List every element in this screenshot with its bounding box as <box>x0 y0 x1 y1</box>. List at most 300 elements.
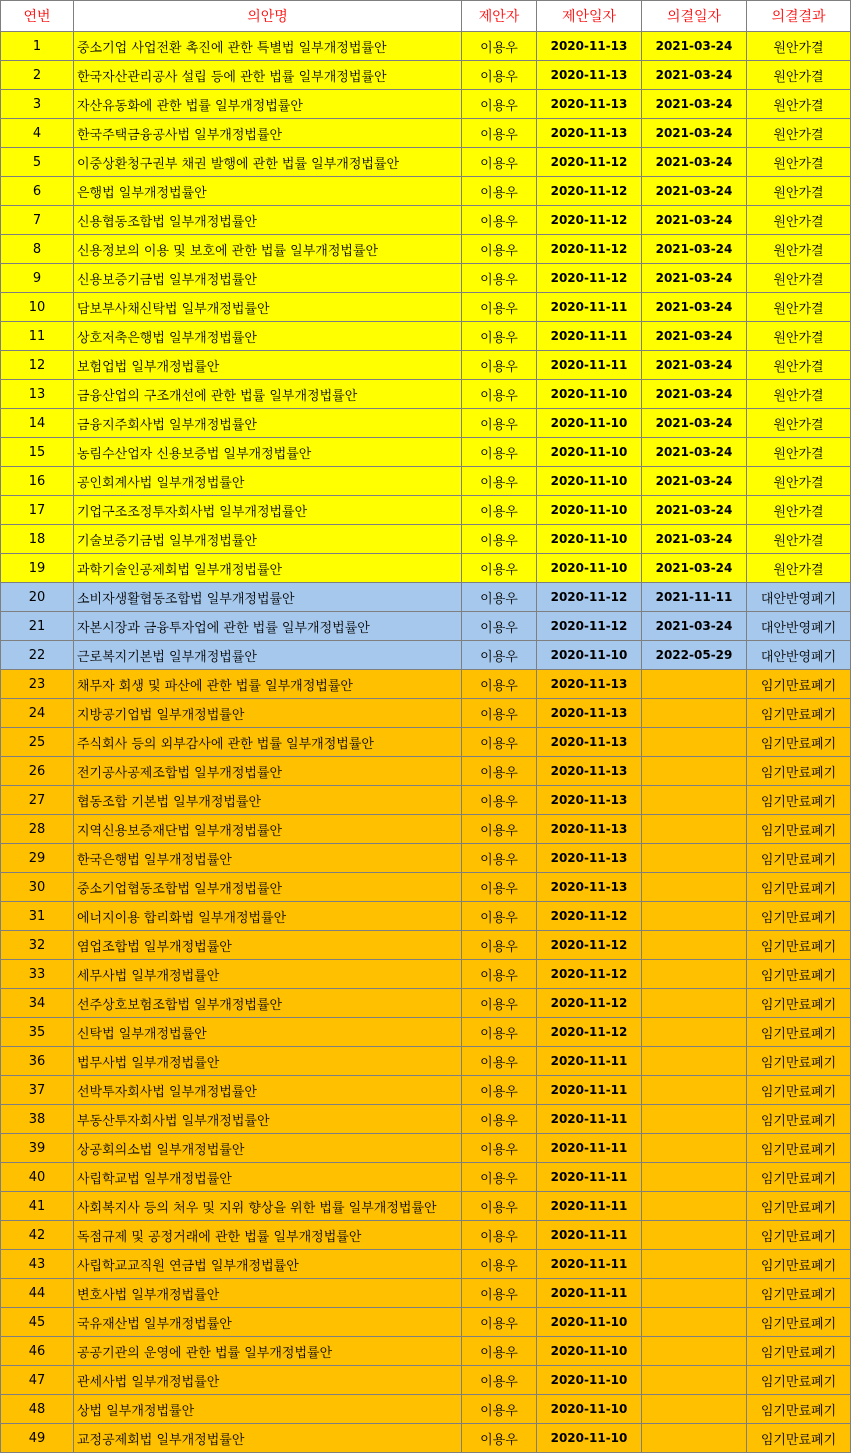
table-row <box>1 1250 851 1279</box>
decided-date-cell: 2021-03-24 <box>642 467 747 496</box>
result-cell: 임기만료폐기 <box>747 1018 851 1047</box>
row-number-cell: 37 <box>1 1076 74 1105</box>
proposer-cell: 이용우 <box>462 90 537 119</box>
row-number-cell: 1 <box>1 32 74 61</box>
proposer-cell: 이용우 <box>462 380 537 409</box>
header-proposer: 제안자 <box>462 1 537 32</box>
decided-date-cell: 2021-11-11 <box>642 583 747 612</box>
table-row <box>1 1134 851 1163</box>
bill-title-cell: 상공회의소법 일부개정법률안 <box>74 1134 462 1163</box>
table-row <box>1 1279 851 1308</box>
bill-title-cell: 기술보증기금법 일부개정법률안 <box>74 525 462 554</box>
bill-title-cell: 금융지주회사법 일부개정법률안 <box>74 409 462 438</box>
proposed-date-cell: 2020-11-13 <box>537 757 642 786</box>
proposer-cell: 이용우 <box>462 844 537 873</box>
row-number-cell: 28 <box>1 815 74 844</box>
table-row <box>1 873 851 902</box>
row-number-cell: 5 <box>1 148 74 177</box>
row-number-cell: 4 <box>1 119 74 148</box>
row-number-cell: 18 <box>1 525 74 554</box>
proposer-cell: 이용우 <box>462 1076 537 1105</box>
result-cell: 임기만료폐기 <box>747 1221 851 1250</box>
proposed-date-cell: 2020-11-11 <box>537 1250 642 1279</box>
decided-date-cell: 2021-03-24 <box>642 148 747 177</box>
row-number-cell: 8 <box>1 235 74 264</box>
table-row <box>1 815 851 844</box>
table-row <box>1 119 851 148</box>
decided-date-cell: 2021-03-24 <box>642 264 747 293</box>
row-number-cell: 9 <box>1 264 74 293</box>
bill-title-cell: 지역신용보증재단법 일부개정법률안 <box>74 815 462 844</box>
bill-title-cell: 신용정보의 이용 및 보호에 관한 법률 일부개정법률안 <box>74 235 462 264</box>
table-row <box>1 1424 851 1453</box>
proposed-date-cell: 2020-11-11 <box>537 1163 642 1192</box>
decided-date-cell: 2021-03-24 <box>642 206 747 235</box>
bill-title-cell: 근로복지기본법 일부개정법률안 <box>74 641 462 670</box>
decided-date-cell <box>642 815 747 844</box>
proposer-cell: 이용우 <box>462 786 537 815</box>
decided-date-cell <box>642 670 747 699</box>
row-number-cell: 43 <box>1 1250 74 1279</box>
proposer-cell: 이용우 <box>462 989 537 1018</box>
decided-date-cell <box>642 1105 747 1134</box>
decided-date-cell <box>642 1163 747 1192</box>
result-cell: 임기만료폐기 <box>747 728 851 757</box>
bill-title-cell: 변호사법 일부개정법률안 <box>74 1279 462 1308</box>
table-row <box>1 467 851 496</box>
bill-title-cell: 한국주택금융공사법 일부개정법률안 <box>74 119 462 148</box>
table-row <box>1 1192 851 1221</box>
proposer-cell: 이용우 <box>462 438 537 467</box>
table-row <box>1 786 851 815</box>
table-row <box>1 1366 851 1395</box>
table-row <box>1 206 851 235</box>
proposer-cell: 이용우 <box>462 1337 537 1366</box>
proposed-date-cell: 2020-11-10 <box>537 1308 642 1337</box>
proposed-date-cell: 2020-11-12 <box>537 1018 642 1047</box>
proposer-cell: 이용우 <box>462 322 537 351</box>
proposer-cell: 이용우 <box>462 148 537 177</box>
table-row <box>1 496 851 525</box>
header-title: 의안명 <box>74 1 462 32</box>
result-cell: 대안반영폐기 <box>747 641 851 670</box>
row-number-cell: 46 <box>1 1337 74 1366</box>
row-number-cell: 32 <box>1 931 74 960</box>
decided-date-cell <box>642 960 747 989</box>
bill-title-cell: 선박투자회사법 일부개정법률안 <box>74 1076 462 1105</box>
row-number-cell: 19 <box>1 554 74 583</box>
bill-title-cell: 상호저축은행법 일부개정법률안 <box>74 322 462 351</box>
result-cell: 원안가결 <box>747 177 851 206</box>
result-cell: 원안가결 <box>747 119 851 148</box>
proposed-date-cell: 2020-11-10 <box>537 496 642 525</box>
table-row <box>1 177 851 206</box>
decided-date-cell: 2021-03-24 <box>642 32 747 61</box>
bill-title-cell: 독점규제 및 공정거래에 관한 법률 일부개정법률안 <box>74 1221 462 1250</box>
bill-title-cell: 사립학교교직원 연금법 일부개정법률안 <box>74 1250 462 1279</box>
result-cell: 임기만료폐기 <box>747 1192 851 1221</box>
row-number-cell: 15 <box>1 438 74 467</box>
row-number-cell: 49 <box>1 1424 74 1453</box>
proposed-date-cell: 2020-11-11 <box>537 1279 642 1308</box>
table-row <box>1 1395 851 1424</box>
decided-date-cell: 2021-03-24 <box>642 612 747 641</box>
result-cell: 임기만료폐기 <box>747 1134 851 1163</box>
proposed-date-cell: 2020-11-13 <box>537 119 642 148</box>
result-cell: 임기만료폐기 <box>747 1337 851 1366</box>
decided-date-cell <box>642 844 747 873</box>
result-cell: 대안반영폐기 <box>747 612 851 641</box>
proposed-date-cell: 2020-11-12 <box>537 264 642 293</box>
table-row <box>1 960 851 989</box>
proposed-date-cell: 2020-11-11 <box>537 293 642 322</box>
proposed-date-cell: 2020-11-12 <box>537 989 642 1018</box>
table-row <box>1 583 851 612</box>
proposer-cell: 이용우 <box>462 177 537 206</box>
row-number-cell: 44 <box>1 1279 74 1308</box>
decided-date-cell <box>642 1337 747 1366</box>
row-number-cell: 11 <box>1 322 74 351</box>
proposed-date-cell: 2020-11-13 <box>537 670 642 699</box>
result-cell: 임기만료폐기 <box>747 670 851 699</box>
result-cell: 임기만료폐기 <box>747 1366 851 1395</box>
proposed-date-cell: 2020-11-10 <box>537 438 642 467</box>
result-cell: 임기만료폐기 <box>747 1076 851 1105</box>
result-cell: 원안가결 <box>747 409 851 438</box>
proposer-cell: 이용우 <box>462 1134 537 1163</box>
result-cell: 임기만료폐기 <box>747 902 851 931</box>
decided-date-cell: 2021-03-24 <box>642 235 747 264</box>
row-number-cell: 27 <box>1 786 74 815</box>
proposed-date-cell: 2020-11-13 <box>537 728 642 757</box>
proposer-cell: 이용우 <box>462 61 537 90</box>
row-number-cell: 30 <box>1 873 74 902</box>
proposer-cell: 이용우 <box>462 1424 537 1453</box>
result-cell: 원안가결 <box>747 264 851 293</box>
proposer-cell: 이용우 <box>462 757 537 786</box>
decided-date-cell <box>642 1308 747 1337</box>
table-row <box>1 902 851 931</box>
row-number-cell: 16 <box>1 467 74 496</box>
table-row <box>1 525 851 554</box>
result-cell: 임기만료폐기 <box>747 960 851 989</box>
table-row <box>1 409 851 438</box>
decided-date-cell: 2021-03-24 <box>642 496 747 525</box>
decided-date-cell <box>642 902 747 931</box>
proposer-cell: 이용우 <box>462 1366 537 1395</box>
table-row <box>1 1105 851 1134</box>
proposer-cell: 이용우 <box>462 902 537 931</box>
proposer-cell: 이용우 <box>462 699 537 728</box>
proposer-cell: 이용우 <box>462 815 537 844</box>
decided-date-cell: 2021-03-24 <box>642 293 747 322</box>
proposed-date-cell: 2020-11-10 <box>537 1366 642 1395</box>
proposer-cell: 이용우 <box>462 496 537 525</box>
proposer-cell: 이용우 <box>462 1221 537 1250</box>
proposed-date-cell: 2020-11-11 <box>537 1192 642 1221</box>
proposed-date-cell: 2020-11-12 <box>537 931 642 960</box>
table-row <box>1 1047 851 1076</box>
row-number-cell: 20 <box>1 583 74 612</box>
row-number-cell: 3 <box>1 90 74 119</box>
proposer-cell: 이용우 <box>462 409 537 438</box>
result-cell: 원안가결 <box>747 554 851 583</box>
result-cell: 임기만료폐기 <box>747 1250 851 1279</box>
proposed-date-cell: 2020-11-11 <box>537 1047 642 1076</box>
bill-title-cell: 신탁법 일부개정법률안 <box>74 1018 462 1047</box>
decided-date-cell <box>642 1395 747 1424</box>
proposer-cell: 이용우 <box>462 119 537 148</box>
decided-date-cell <box>642 728 747 757</box>
bill-title-cell: 한국자산관리공사 설립 등에 관한 법률 일부개정법률안 <box>74 61 462 90</box>
proposed-date-cell: 2020-11-12 <box>537 235 642 264</box>
table-row <box>1 1076 851 1105</box>
result-cell: 임기만료폐기 <box>747 844 851 873</box>
table-row <box>1 1337 851 1366</box>
table-row <box>1 351 851 380</box>
bill-title-cell: 채무자 회생 및 파산에 관한 법률 일부개정법률안 <box>74 670 462 699</box>
row-number-cell: 39 <box>1 1134 74 1163</box>
proposed-date-cell: 2020-11-12 <box>537 902 642 931</box>
result-cell: 원안가결 <box>747 438 851 467</box>
decided-date-cell <box>642 1366 747 1395</box>
decided-date-cell: 2022-05-29 <box>642 641 747 670</box>
row-number-cell: 26 <box>1 757 74 786</box>
proposer-cell: 이용우 <box>462 206 537 235</box>
bill-title-cell: 에너지이용 합리화법 일부개정법률안 <box>74 902 462 931</box>
result-cell: 임기만료폐기 <box>747 873 851 902</box>
decided-date-cell <box>642 1047 747 1076</box>
result-cell: 임기만료폐기 <box>747 931 851 960</box>
bill-title-cell: 지방공기업법 일부개정법률안 <box>74 699 462 728</box>
proposed-date-cell: 2020-11-13 <box>537 61 642 90</box>
proposed-date-cell: 2020-11-13 <box>537 32 642 61</box>
table-row <box>1 322 851 351</box>
proposed-date-cell: 2020-11-12 <box>537 612 642 641</box>
result-cell: 원안가결 <box>747 293 851 322</box>
table-row <box>1 844 851 873</box>
row-number-cell: 33 <box>1 960 74 989</box>
table-row <box>1 757 851 786</box>
result-cell: 임기만료폐기 <box>747 1308 851 1337</box>
result-cell: 원안가결 <box>747 206 851 235</box>
result-cell: 임기만료폐기 <box>747 1279 851 1308</box>
decided-date-cell <box>642 757 747 786</box>
row-number-cell: 29 <box>1 844 74 873</box>
header-result: 의결결과 <box>747 1 851 32</box>
bill-title-cell: 부동산투자회사법 일부개정법률안 <box>74 1105 462 1134</box>
bill-title-cell: 소비자생활협동조합법 일부개정법률안 <box>74 583 462 612</box>
row-number-cell: 22 <box>1 641 74 670</box>
row-number-cell: 23 <box>1 670 74 699</box>
table-row <box>1 931 851 960</box>
bill-title-cell: 기업구조조정투자회사법 일부개정법률안 <box>74 496 462 525</box>
row-number-cell: 24 <box>1 699 74 728</box>
header-proposed-date: 제안일자 <box>537 1 642 32</box>
bill-title-cell: 교정공제회법 일부개정법률안 <box>74 1424 462 1453</box>
decided-date-cell: 2021-03-24 <box>642 90 747 119</box>
bill-title-cell: 이중상환청구권부 채권 발행에 관한 법률 일부개정법률안 <box>74 148 462 177</box>
table-row <box>1 1221 851 1250</box>
proposer-cell: 이용우 <box>462 264 537 293</box>
decided-date-cell: 2021-03-24 <box>642 61 747 90</box>
result-cell: 임기만료폐기 <box>747 815 851 844</box>
table-row <box>1 264 851 293</box>
row-number-cell: 45 <box>1 1308 74 1337</box>
bill-title-cell: 중소기업 사업전환 촉진에 관한 특별법 일부개정법률안 <box>74 32 462 61</box>
table-row <box>1 670 851 699</box>
decided-date-cell: 2021-03-24 <box>642 322 747 351</box>
table-row <box>1 32 851 61</box>
row-number-cell: 38 <box>1 1105 74 1134</box>
bill-title-cell: 금융산업의 구조개선에 관한 법률 일부개정법률안 <box>74 380 462 409</box>
decided-date-cell: 2021-03-24 <box>642 177 747 206</box>
proposer-cell: 이용우 <box>462 612 537 641</box>
table-header <box>1 1 851 32</box>
table-row <box>1 438 851 467</box>
row-number-cell: 17 <box>1 496 74 525</box>
proposer-cell: 이용우 <box>462 641 537 670</box>
row-number-cell: 6 <box>1 177 74 206</box>
proposer-cell: 이용우 <box>462 583 537 612</box>
bill-title-cell: 사회복지사 등의 처우 및 지위 향상을 위한 법률 일부개정법률안 <box>74 1192 462 1221</box>
result-cell: 원안가결 <box>747 61 851 90</box>
row-number-cell: 7 <box>1 206 74 235</box>
decided-date-cell: 2021-03-24 <box>642 119 747 148</box>
proposed-date-cell: 2020-11-10 <box>537 554 642 583</box>
result-cell: 원안가결 <box>747 322 851 351</box>
table-row <box>1 148 851 177</box>
table-row <box>1 989 851 1018</box>
decided-date-cell <box>642 1134 747 1163</box>
table-row <box>1 554 851 583</box>
bill-title-cell: 담보부사채신탁법 일부개정법률안 <box>74 293 462 322</box>
decided-date-cell <box>642 989 747 1018</box>
result-cell: 원안가결 <box>747 235 851 264</box>
table-row <box>1 1018 851 1047</box>
proposed-date-cell: 2020-11-13 <box>537 699 642 728</box>
proposed-date-cell: 2020-11-13 <box>537 873 642 902</box>
row-number-cell: 21 <box>1 612 74 641</box>
table-row <box>1 61 851 90</box>
decided-date-cell <box>642 1018 747 1047</box>
bill-title-cell: 보험업법 일부개정법률안 <box>74 351 462 380</box>
proposed-date-cell: 2020-11-11 <box>537 322 642 351</box>
table-row <box>1 90 851 119</box>
table-row <box>1 641 851 670</box>
table-row <box>1 293 851 322</box>
table-row <box>1 612 851 641</box>
bill-title-cell: 자산유동화에 관한 법률 일부개정법률안 <box>74 90 462 119</box>
row-number-cell: 41 <box>1 1192 74 1221</box>
result-cell: 원안가결 <box>747 380 851 409</box>
proposer-cell: 이용우 <box>462 1192 537 1221</box>
proposed-date-cell: 2020-11-11 <box>537 351 642 380</box>
proposer-cell: 이용우 <box>462 1105 537 1134</box>
row-number-cell: 14 <box>1 409 74 438</box>
proposed-date-cell: 2020-11-11 <box>537 1221 642 1250</box>
result-cell: 원안가결 <box>747 496 851 525</box>
table-row <box>1 728 851 757</box>
decided-date-cell: 2021-03-24 <box>642 525 747 554</box>
header-row <box>1 1 851 32</box>
proposer-cell: 이용우 <box>462 1250 537 1279</box>
row-number-cell: 40 <box>1 1163 74 1192</box>
bill-title-cell: 주식회사 등의 외부감사에 관한 법률 일부개정법률안 <box>74 728 462 757</box>
proposed-date-cell: 2020-11-13 <box>537 815 642 844</box>
bill-title-cell: 사립학교법 일부개정법률안 <box>74 1163 462 1192</box>
table-row <box>1 380 851 409</box>
proposed-date-cell: 2020-11-11 <box>537 1076 642 1105</box>
result-cell: 임기만료폐기 <box>747 1163 851 1192</box>
proposer-cell: 이용우 <box>462 1047 537 1076</box>
result-cell: 임기만료폐기 <box>747 989 851 1018</box>
proposed-date-cell: 2020-11-10 <box>537 525 642 554</box>
proposer-cell: 이용우 <box>462 728 537 757</box>
bill-title-cell: 자본시장과 금융투자업에 관한 법률 일부개정법률안 <box>74 612 462 641</box>
proposer-cell: 이용우 <box>462 467 537 496</box>
proposed-date-cell: 2020-11-13 <box>537 786 642 815</box>
bill-title-cell: 중소기업협동조합법 일부개정법률안 <box>74 873 462 902</box>
proposer-cell: 이용우 <box>462 235 537 264</box>
row-number-cell: 12 <box>1 351 74 380</box>
bill-title-cell: 농림수산업자 신용보증법 일부개정법률안 <box>74 438 462 467</box>
decided-date-cell: 2021-03-24 <box>642 438 747 467</box>
decided-date-cell <box>642 1192 747 1221</box>
decided-date-cell: 2021-03-24 <box>642 554 747 583</box>
header-decided-date: 의결일자 <box>642 1 747 32</box>
proposed-date-cell: 2020-11-10 <box>537 467 642 496</box>
row-number-cell: 25 <box>1 728 74 757</box>
row-number-cell: 35 <box>1 1018 74 1047</box>
result-cell: 원안가결 <box>747 32 851 61</box>
proposer-cell: 이용우 <box>462 293 537 322</box>
decided-date-cell <box>642 873 747 902</box>
table-row <box>1 235 851 264</box>
result-cell: 임기만료폐기 <box>747 1395 851 1424</box>
decided-date-cell <box>642 1221 747 1250</box>
table-row <box>1 1308 851 1337</box>
bill-title-cell: 협동조합 기본법 일부개정법률안 <box>74 786 462 815</box>
bill-title-cell: 법무사법 일부개정법률안 <box>74 1047 462 1076</box>
proposed-date-cell: 2020-11-12 <box>537 148 642 177</box>
proposed-date-cell: 2020-11-12 <box>537 177 642 206</box>
proposer-cell: 이용우 <box>462 351 537 380</box>
row-number-cell: 36 <box>1 1047 74 1076</box>
proposer-cell: 이용우 <box>462 931 537 960</box>
row-number-cell: 47 <box>1 1366 74 1395</box>
bill-title-cell: 신용보증기금법 일부개정법률안 <box>74 264 462 293</box>
result-cell: 임기만료폐기 <box>747 1105 851 1134</box>
table-row <box>1 1163 851 1192</box>
bill-title-cell: 한국은행법 일부개정법률안 <box>74 844 462 873</box>
bill-title-cell: 공공기관의 운영에 관한 법률 일부개정법률안 <box>74 1337 462 1366</box>
proposed-date-cell: 2020-11-11 <box>537 1134 642 1163</box>
table-body <box>1 32 851 1453</box>
proposed-date-cell: 2020-11-10 <box>537 409 642 438</box>
proposer-cell: 이용우 <box>462 1308 537 1337</box>
decided-date-cell <box>642 1076 747 1105</box>
bill-title-cell: 과학기술인공제회법 일부개정법률안 <box>74 554 462 583</box>
row-number-cell: 13 <box>1 380 74 409</box>
proposer-cell: 이용우 <box>462 1163 537 1192</box>
proposed-date-cell: 2020-11-12 <box>537 206 642 235</box>
result-cell: 원안가결 <box>747 90 851 119</box>
proposer-cell: 이용우 <box>462 1279 537 1308</box>
row-number-cell: 2 <box>1 61 74 90</box>
proposed-date-cell: 2020-11-10 <box>537 641 642 670</box>
bill-title-cell: 상법 일부개정법률안 <box>74 1395 462 1424</box>
